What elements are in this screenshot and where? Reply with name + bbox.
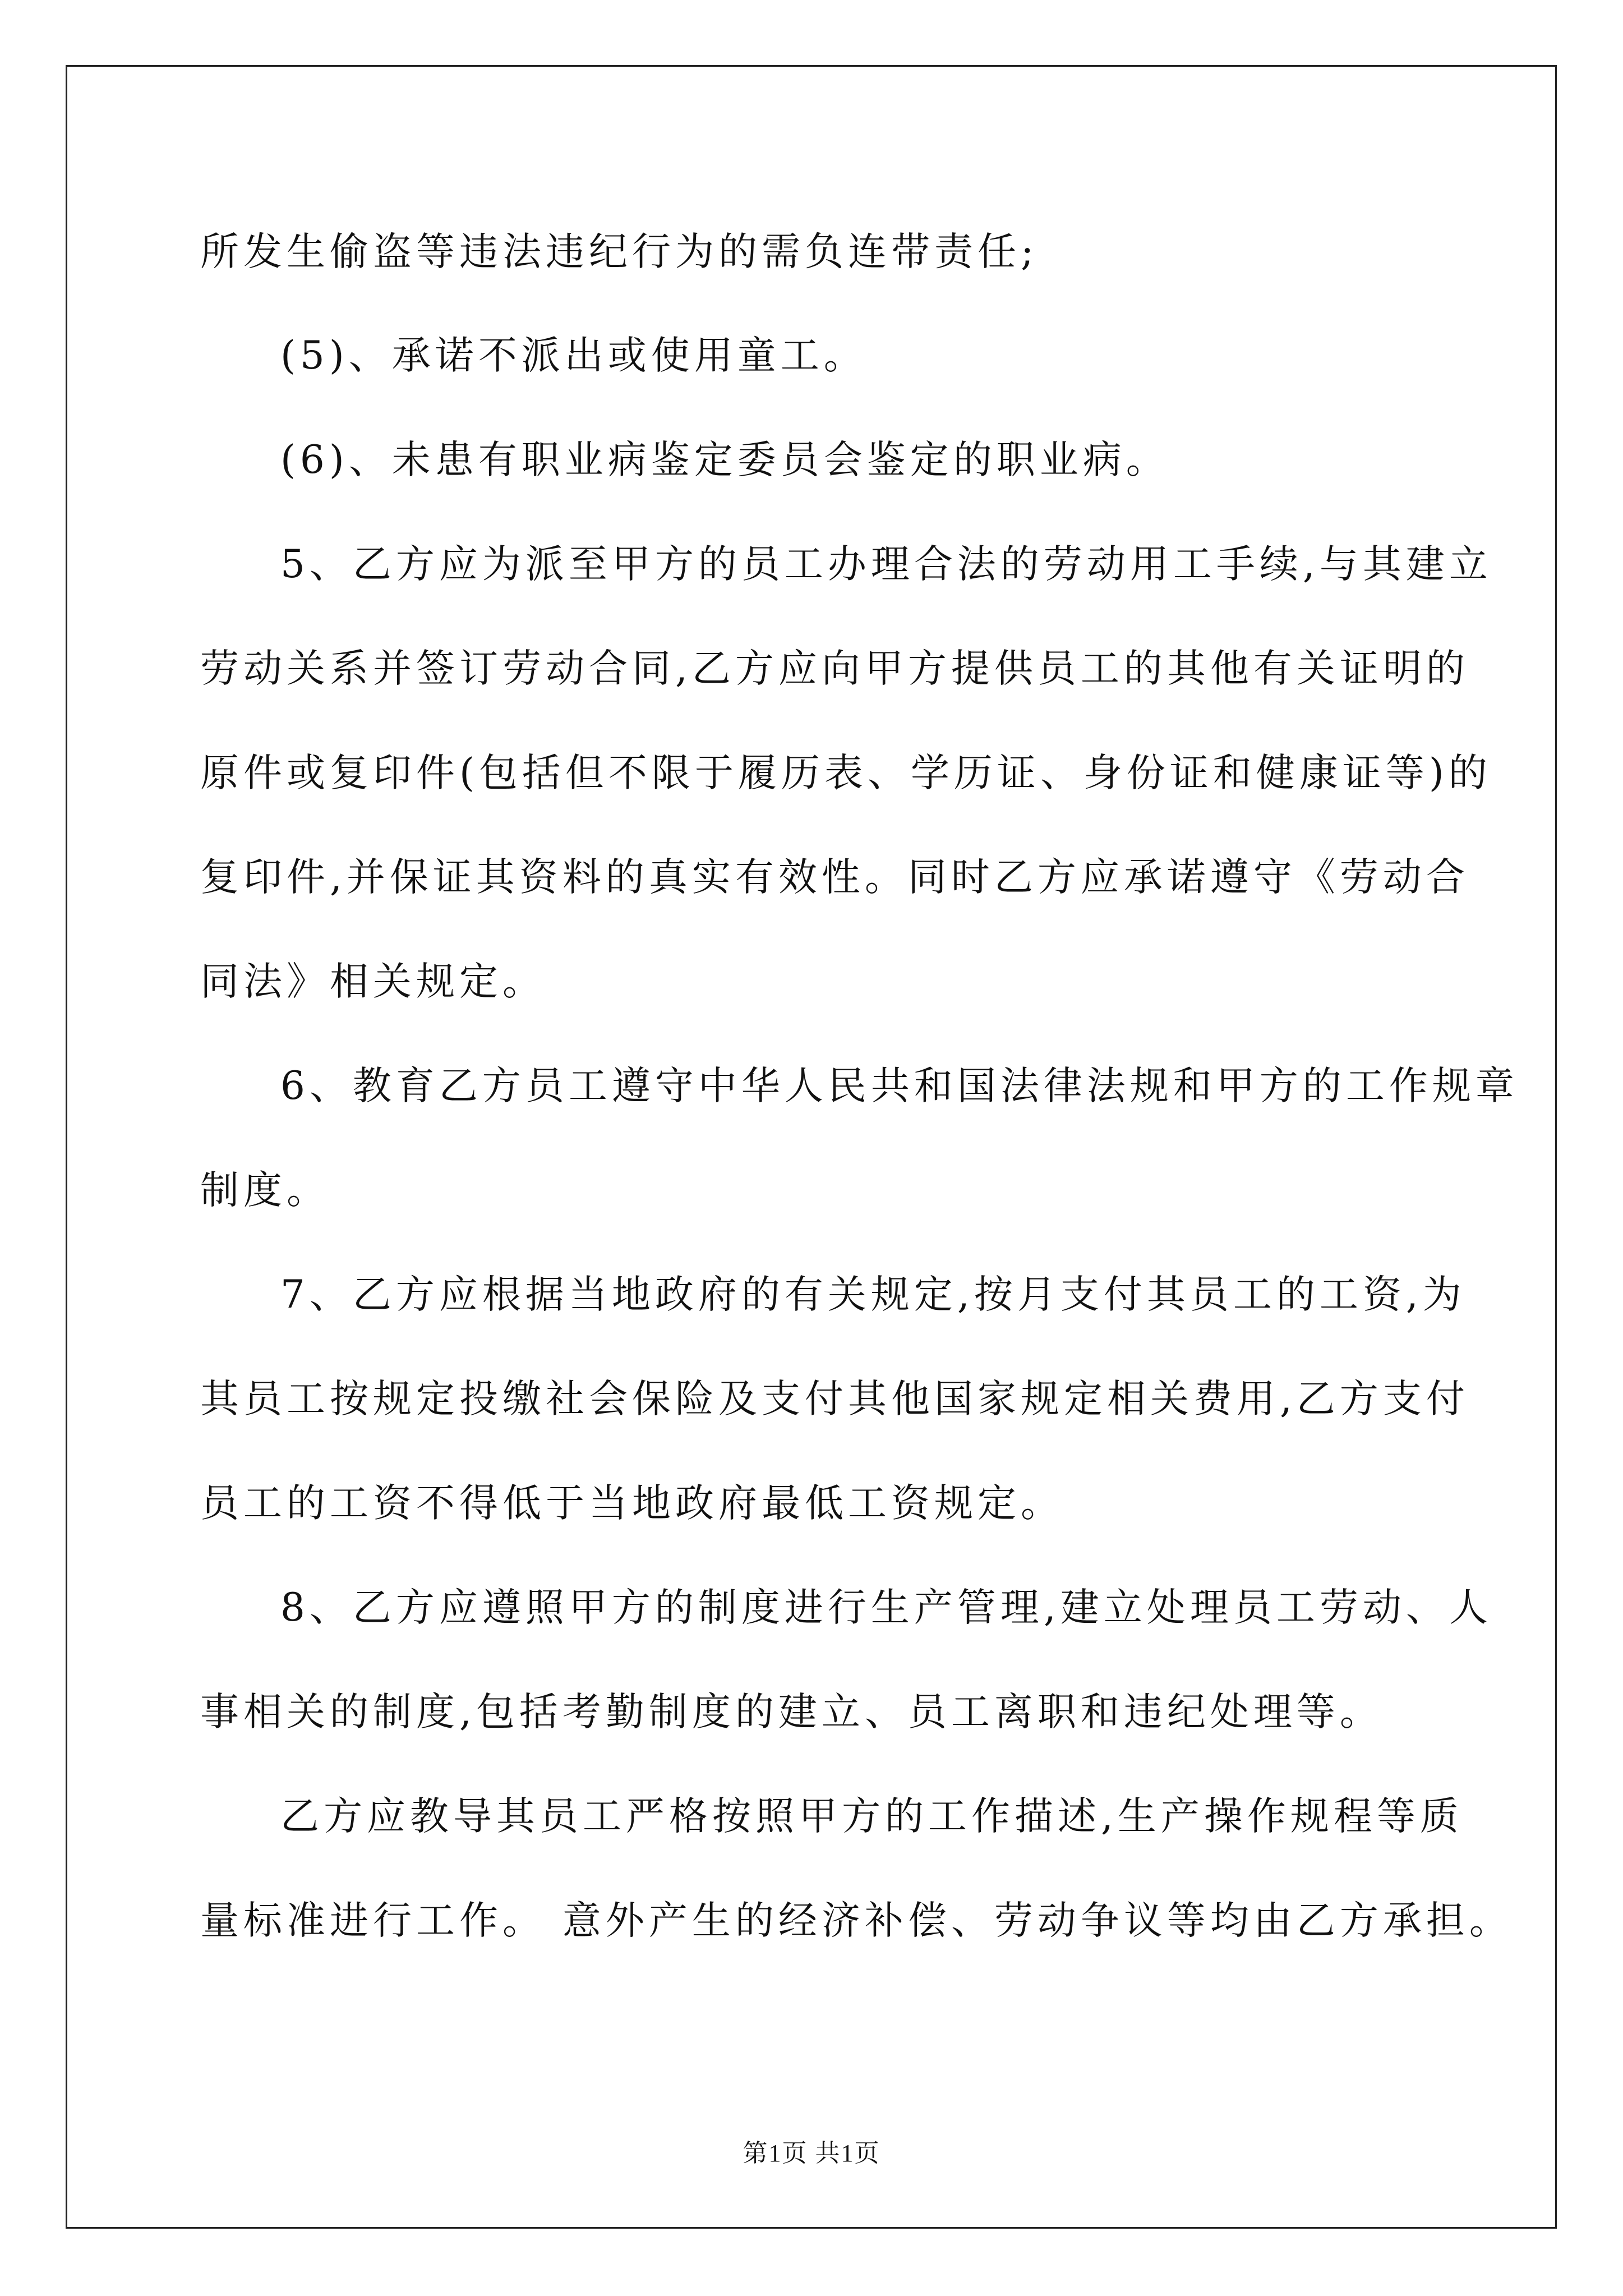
text-line: 制度。 bbox=[200, 1168, 330, 1213]
text-line: 劳动关系并签订劳动合同,乙方应向甲方提供员工的其他有关证明的 bbox=[200, 646, 1469, 691]
text-line: 员工的工资不得低于当地政府最低工资规定。 bbox=[200, 1481, 1064, 1526]
text-line: 复印件,并保证其资料的真实有效性。同时乙方应承诺遵守《劳动合 bbox=[200, 855, 1469, 900]
page-footer: 第1页 共1页 bbox=[743, 2139, 880, 2167]
text-line: 乙方应教导其员工严格按照甲方的工作描述,生产操作规程等质 bbox=[280, 1794, 1463, 1839]
text-line: 5、乙方应为派至甲方的员工办理合法的劳动用工手续,与其建立 bbox=[280, 542, 1492, 587]
text-line: 原件或复印件(包括但不限于履历表、学历证、身份证和健康证等)的 bbox=[200, 751, 1492, 795]
text-line: 其员工按规定投缴社会保险及支付其他国家规定相关费用,乙方支付 bbox=[200, 1377, 1469, 1421]
text-line: 所发生偷盗等违法违纪行为的需负连带责任; bbox=[200, 229, 1039, 274]
text-line: 7、乙方应根据当地政府的有关规定,按月支付其员工的工资,为 bbox=[280, 1272, 1466, 1317]
text-line: 事相关的制度,包括考勤制度的建立、员工离职和违纪处理等。 bbox=[200, 1690, 1383, 1734]
text-line: 量标准进行工作。 意外产生的经济补偿、劳动争议等均由乙方承担。 bbox=[200, 1898, 1513, 1943]
text-line: 8、乙方应遵照甲方的制度进行生产管理,建立处理员工劳动、人 bbox=[280, 1585, 1492, 1630]
text-line: 同法》相关规定。 bbox=[200, 959, 546, 1004]
text-line: 6、教育乙方员工遵守中华人民共和国法律法规和甲方的工作规章 bbox=[280, 1064, 1519, 1108]
text-line: (5)、承诺不派出或使用童工。 bbox=[280, 333, 867, 378]
text-line: (6)、未患有职业病鉴定委员会鉴定的职业病。 bbox=[280, 438, 1169, 482]
